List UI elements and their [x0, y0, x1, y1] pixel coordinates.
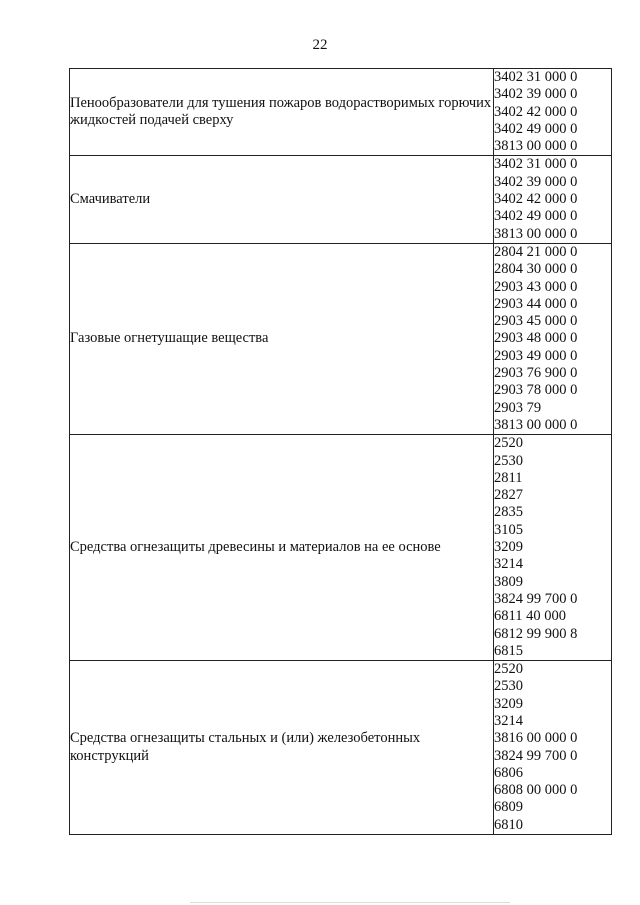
tn-ved-code: 3402 39 000 0 — [494, 86, 578, 103]
tn-ved-code: 3809 — [494, 573, 523, 590]
tn-ved-code: 3402 49 000 0 — [494, 120, 578, 137]
tn-ved-code: 3209 — [494, 539, 523, 556]
tn-ved-code: 2835 — [494, 504, 523, 521]
table-row — [70, 435, 612, 661]
product-name-cell: Пенообразователи для тушения пожаров водорастворимых горючих жидкостей подачей сверху — [70, 69, 494, 156]
tn-ved-code: 2804 21 000 0 — [494, 243, 578, 260]
tn-ved-code: 3402 31 000 0 — [494, 69, 578, 85]
tn-ved-code: 3824 99 700 0 — [494, 590, 578, 607]
table-row — [70, 69, 612, 156]
tn-ved-code: 3209 — [494, 695, 523, 712]
tn-ved-code: 3402 39 000 0 — [494, 173, 578, 190]
tn-ved-code: 2903 44 000 0 — [494, 295, 578, 312]
codes-cell — [494, 435, 612, 661]
tn-ved-code: 6809 — [494, 799, 523, 816]
tn-ved-code: 3402 42 000 0 — [494, 103, 578, 120]
page-number: 22 — [312, 37, 328, 53]
tn-ved-code: 2520 — [494, 661, 523, 678]
tn-ved-code: 3813 00 000 0 — [494, 416, 578, 433]
tn-ved-code: 6806 — [494, 764, 523, 781]
tn-ved-code: 2804 30 000 0 — [494, 261, 578, 278]
tn-ved-code: 6815 — [494, 642, 523, 659]
tn-ved-code: 2520 — [494, 435, 523, 452]
tn-ved-code: 3214 — [494, 556, 523, 573]
tn-ved-code: 3402 49 000 0 — [494, 208, 578, 225]
tn-ved-code: 3813 00 000 0 — [494, 138, 578, 155]
tn-ved-code: 2903 49 000 0 — [494, 347, 578, 364]
tn-ved-code: 6810 — [494, 816, 523, 833]
table-row — [70, 661, 612, 835]
product-codes-table — [69, 68, 612, 835]
table-body — [70, 69, 612, 835]
codes-cell — [494, 661, 612, 835]
tn-ved-code: 2903 76 900 0 — [494, 365, 578, 382]
bottom-rule — [190, 902, 510, 903]
product-name-cell: Смачиватели — [70, 156, 494, 243]
tn-ved-code: 6811 40 000 — [494, 608, 566, 625]
codes-cell — [494, 243, 612, 434]
table-row — [70, 156, 612, 243]
tn-ved-code: 2903 48 000 0 — [494, 330, 578, 347]
product-name-cell: Средства огнезащиты стальных и (или) железобетонных конструкций — [70, 661, 494, 835]
tn-ved-code: 3402 31 000 0 — [494, 156, 578, 173]
tn-ved-code: 3813 00 000 0 — [494, 225, 578, 242]
tn-ved-code: 3402 42 000 0 — [494, 191, 578, 208]
tn-ved-code: 3816 00 000 0 — [494, 730, 578, 747]
tn-ved-code: 6808 00 000 0 — [494, 782, 578, 799]
tn-ved-code: 2903 78 000 0 — [494, 382, 578, 399]
tn-ved-code: 3214 — [494, 712, 523, 729]
tn-ved-code: 3824 99 700 0 — [494, 747, 578, 764]
codes-cell — [494, 156, 612, 243]
tn-ved-code: 2530 — [494, 452, 523, 469]
tn-ved-code: 2530 — [494, 678, 523, 695]
tn-ved-code: 6812 99 900 8 — [494, 625, 578, 642]
table-row — [70, 243, 612, 434]
tn-ved-code: 2903 45 000 0 — [494, 313, 578, 330]
tn-ved-code: 2903 43 000 0 — [494, 278, 578, 295]
tn-ved-code: 2827 — [494, 487, 523, 504]
tn-ved-code: 2811 — [494, 469, 523, 486]
tn-ved-code: 2903 79 — [494, 399, 542, 416]
product-name-cell: Газовые огнетушащие вещества — [70, 243, 494, 434]
tn-ved-code: 3105 — [494, 521, 523, 538]
product-name-cell: Средства огнезащиты древесины и материалов на ее основе — [70, 435, 494, 661]
codes-cell — [494, 69, 612, 156]
